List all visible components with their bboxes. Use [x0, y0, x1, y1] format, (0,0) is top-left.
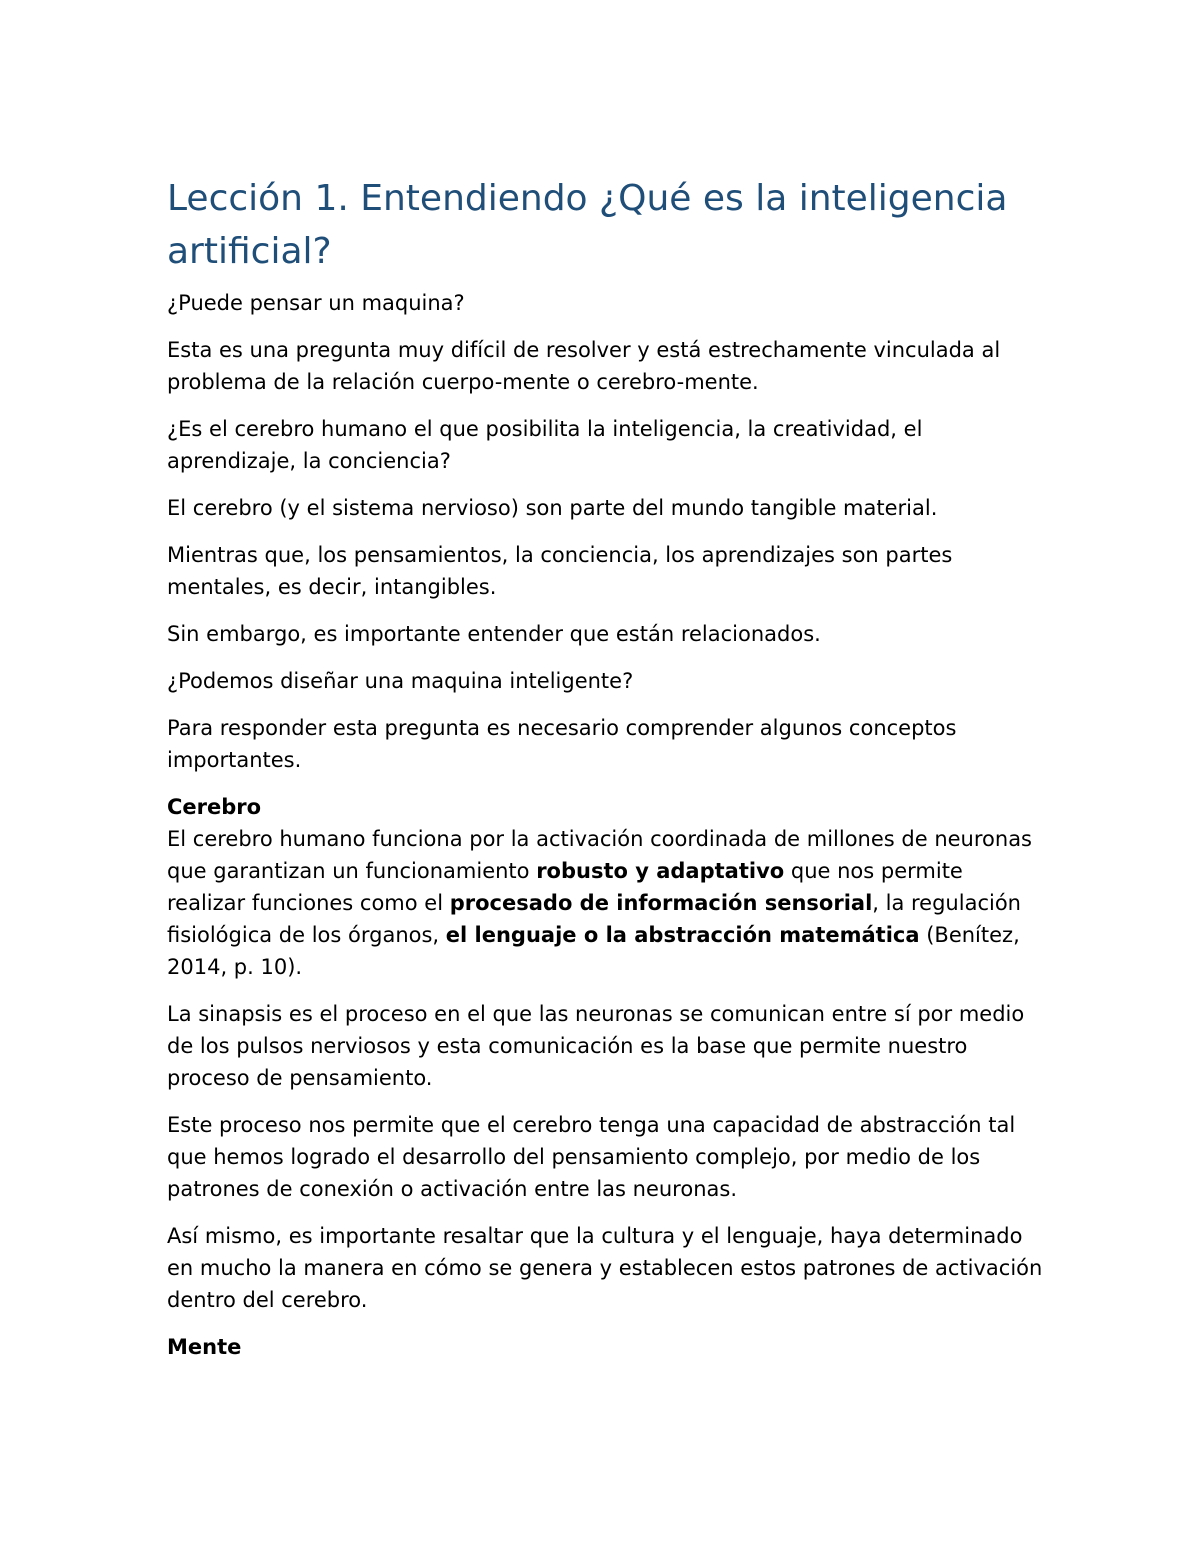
paragraph: ¿Es el cerebro humano el que posibilita la inteligencia, la creatividad, el aprendizaje, la conciencia?: [167, 417, 923, 473]
paragraph: ¿Podemos diseñar una maquina inteligente?: [167, 669, 634, 693]
text-run: que nos permite realizar funciones como el: [167, 859, 963, 915]
bold-run: robusto y adaptativo: [536, 859, 785, 883]
paragraph: Para responder esta pregunta es necesario comprender algunos conceptos importantes.: [167, 716, 957, 772]
text-run: (Benítez, 2014, p. 10).: [167, 923, 1020, 979]
bold-run: procesado de información sensorial: [449, 891, 873, 915]
paragraph-cerebro-intro: [167, 823, 1047, 983]
paragraph: Mientras que, los pensamientos, la conciencia, los aprendizajes son partes mentales, es decir, intangibles.: [167, 543, 953, 599]
text-run: El cerebro humano funciona por la activación coordinada de millones de neuronas que garantizan un funcionamiento: [167, 827, 1032, 883]
paragraph: Este proceso nos permite que el cerebro tenga una capacidad de abstracción tal que hemos logrado el desarrollo del pensamiento complejo, por medio de los patrones de conexión o activación entre las neuronas.: [167, 1113, 1016, 1201]
document-title: Lección 1. Entendiendo ¿Qué es la inteligencia artificial?: [167, 178, 1008, 272]
paragraph: Esta es una pregunta muy difícil de resolver y está estrechamente vinculada al problema de la relación cuerpo-mente o cerebro-mente.: [167, 338, 1001, 394]
paragraph: ¿Puede pensar un maquina?: [167, 291, 465, 315]
paragraph: Sin embargo, es importante entender que están relacionados.: [167, 622, 821, 646]
section-heading-mente: Mente: [167, 1335, 242, 1359]
text-run: , la regulación fisiológica de los órganos,: [167, 891, 1021, 947]
bold-run: el lenguaje o la abstracción matemática: [445, 923, 920, 947]
paragraph: La sinapsis es el proceso en el que las neuronas se comunican entre sí por medio de los pulsos nerviosos y esta comunicación es la base que permite nuestro proceso de pensamiento.: [167, 1002, 1025, 1090]
document-page: [167, 172, 1047, 1363]
paragraph: El cerebro (y el sistema nervioso) son parte del mundo tangible material.: [167, 496, 938, 520]
paragraph: Así mismo, es importante resaltar que la cultura y el lenguaje, haya determinado en mucho la manera en cómo se genera y establecen estos patrones de activación dentro del cerebro.: [167, 1224, 1043, 1312]
section-heading-cerebro: Cerebro: [167, 795, 262, 819]
